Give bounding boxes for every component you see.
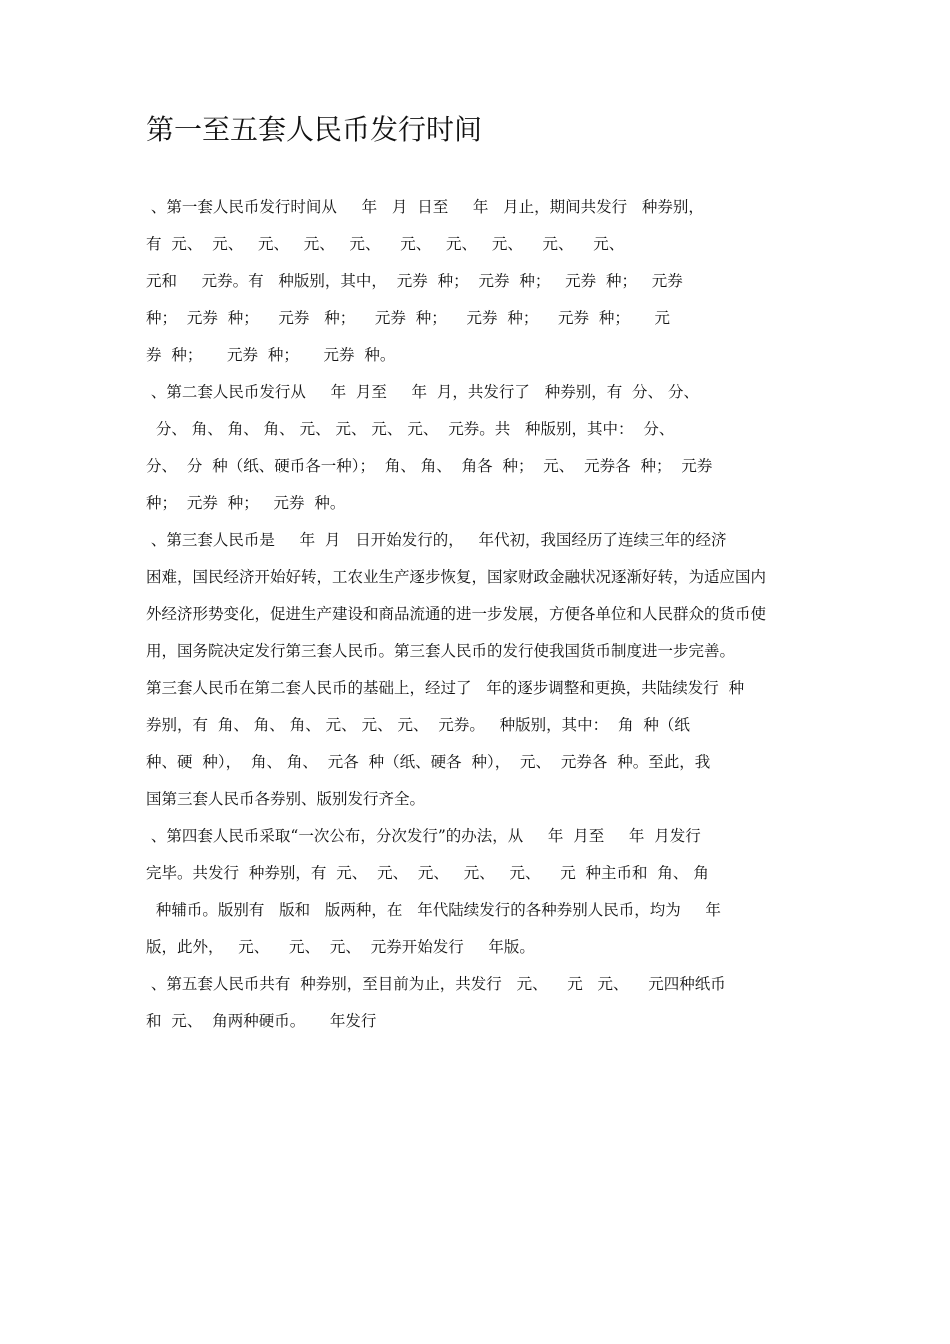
text-line-1: 、第一套人民币发行时间从 年 月 日至 年 月止，期间共发行 种券别， [146, 198, 704, 216]
text-line-20: 种辅币。版别有 版和 版两种，在 年代陆续发行的各种券别人民币，均为 年 [146, 901, 721, 919]
text-line-9: 种； 元券 种； 元券 种。 [146, 494, 346, 512]
text-line-22: 、第五套人民币共有 种券别，至目前为止，共发行 元、 元 元、 元四种纸币 [146, 975, 726, 993]
text-line-2: 有 元、 元、 元、 元、 元、 元、 元、 元、 元、 元、 [146, 235, 625, 253]
text-line-12: 外经济形势变化，促进生产建设和商品流通的进一步发展，方便各单位和人民群众的货币使 [146, 605, 767, 623]
text-line-23: 和 元、 角两种硬币。 年发行 [146, 1012, 377, 1030]
text-line-5: 券 种； 元券 种； 元券 种。 [146, 346, 396, 364]
text-line-11: 困难，国民经济开始好转，工农业生产逐步恢复，国家财政金融状况逐渐好转，为适应国内 [146, 568, 767, 586]
text-line-16: 种、硬 种）， 角、 角、 元各 种（纸、硬各 种）， 元、 元券各 种。至此，我 [146, 753, 711, 771]
text-line-14: 第三套人民币在第二套人民币的基础上，经过了 年的逐步调整和更换，共陆续发行 种 [146, 679, 745, 697]
text-line-4: 种； 元券 种； 元券 种； 元券 种； 元券 种； 元券 种； 元 [146, 309, 671, 327]
text-line-19: 完毕。共发行 种券别，有 元、 元、 元、 元、 元、 元 种主币和 角、 角 [146, 864, 709, 882]
text-line-6: 、第二套人民币发行从 年 月至 年 月，共发行了 种券别，有 分、 分、 [146, 383, 699, 401]
text-line-13: 用，国务院决定发行第三套人民币。第三套人民币的发行使我国货币制度进一步完善。 [146, 642, 736, 660]
text-line-10: 、第三套人民币是 年 月 日开始发行的， 年代初，我国经历了连续三年的经济 [146, 531, 727, 549]
text-line-21: 版，此外， 元、 元、 元、 元券开始发行 年版。 [146, 938, 535, 956]
text-line-18: 、第四套人民币采取“一次公布，分次发行”的办法，从 年 月至 年 月发行 [146, 827, 701, 845]
text-line-17: 国第三套人民币各券别、版别发行齐全。 [146, 790, 426, 808]
text-line-8: 分、 分 种（纸、硬币各一种）； 角、 角、 角各 种； 元、 元券各 种； 元券 [146, 457, 713, 475]
page-title: 第一至五套人民币发行时间 [146, 113, 483, 146]
text-line-3: 元和 元券。有 种版别，其中， 元券 种； 元券 种； 元券 种； 元券 [146, 272, 683, 290]
text-line-15: 券别，有 角、 角、 角、 元、 元、 元、 元券。 种版别，其中： 角 种（纸 [146, 716, 690, 734]
text-line-7: 分、 角、 角、 角、 元、 元、 元、 元、 元券。共 种版别，其中： 分、 [146, 420, 675, 438]
